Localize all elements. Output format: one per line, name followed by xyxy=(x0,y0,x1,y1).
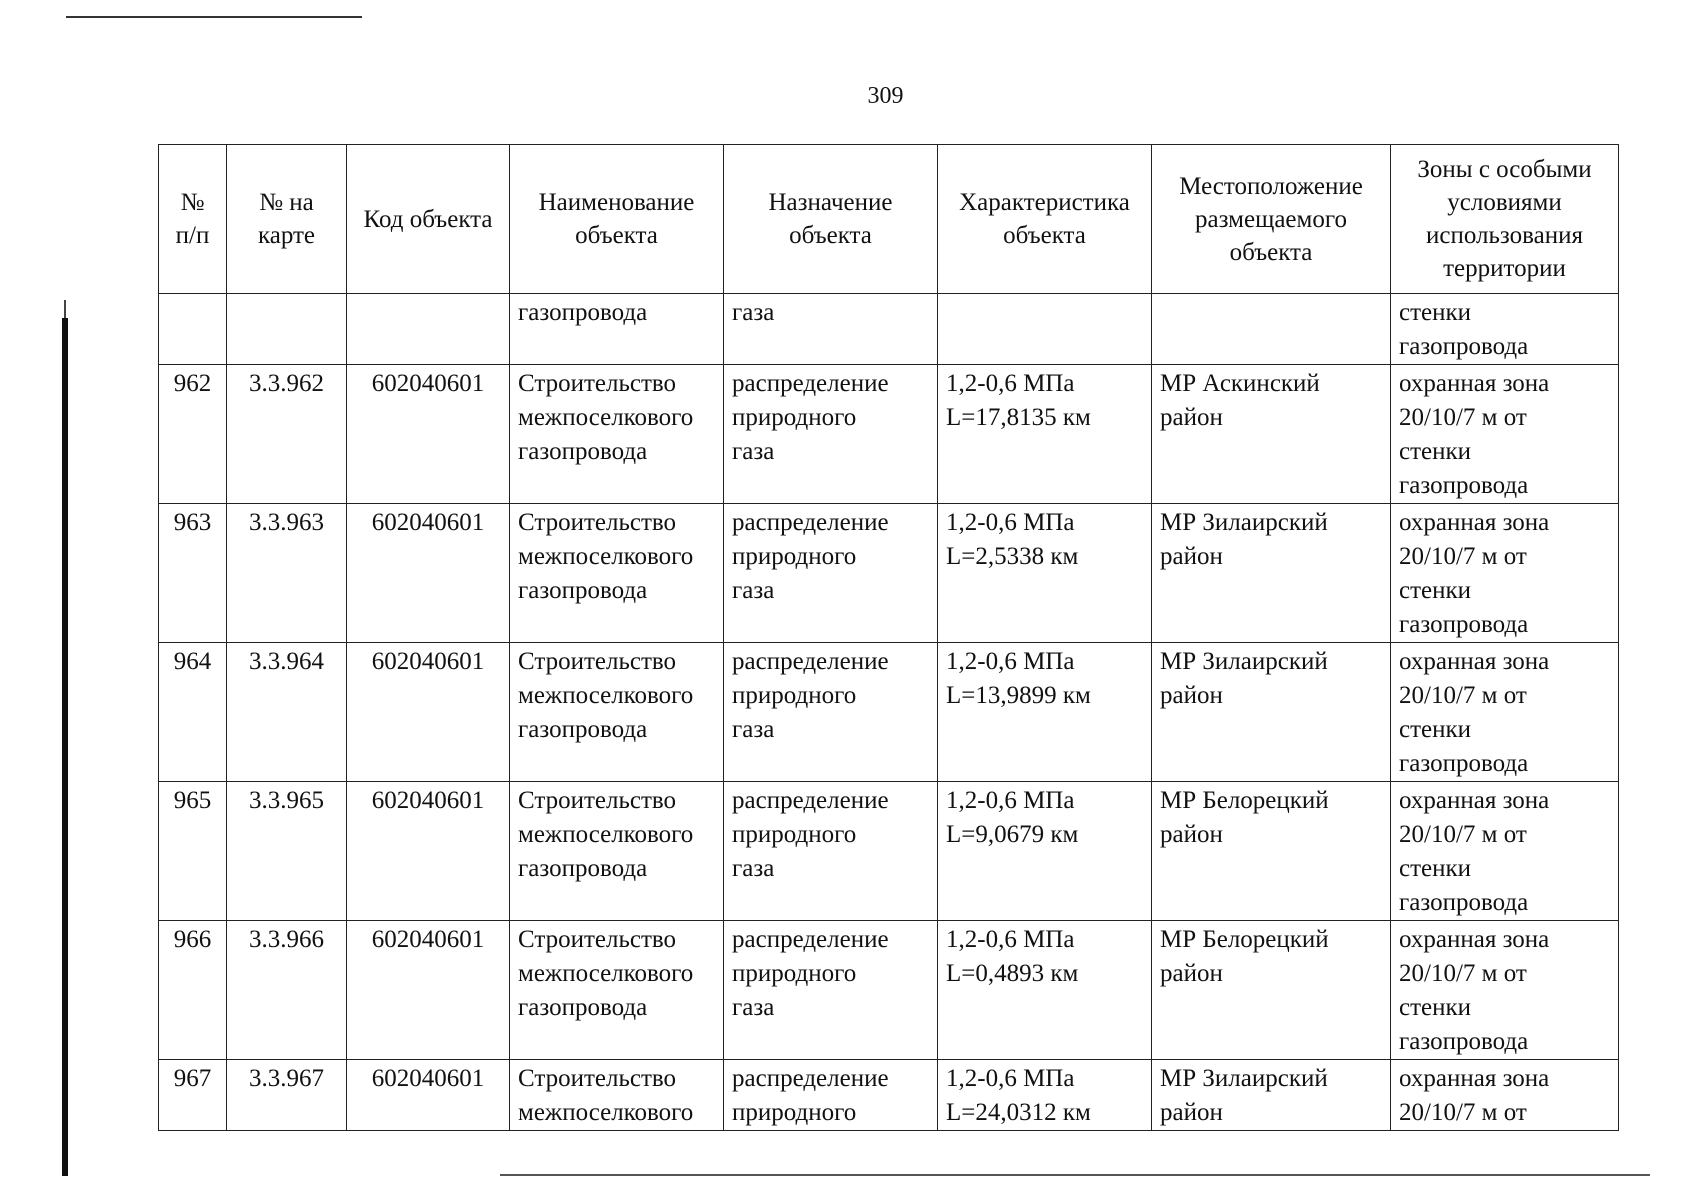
cell-purpose: распределение природного газа xyxy=(724,504,938,643)
table-header xyxy=(159,145,1619,294)
cell-zones: стенки газопровода xyxy=(1391,294,1619,365)
cell-map-num: 3.3.964 xyxy=(227,643,347,782)
bottom-rule xyxy=(500,1174,1650,1176)
cell-zones: охранная зона 20/10/7 м от стенки газопровода xyxy=(1391,921,1619,1060)
cell-purpose: распределение природного газа xyxy=(724,643,938,782)
cell-location: МР Аскинский район xyxy=(1152,365,1391,504)
cell-characteristic: 1,2-0,6 МПа L=0,4893 км xyxy=(938,921,1152,1060)
cell-name: газопровода xyxy=(510,294,724,365)
cell-map-num: 3.3.966 xyxy=(227,921,347,1060)
header-purpose: Назначение объекта xyxy=(724,145,938,294)
cell-code: 602040601 xyxy=(347,504,510,643)
cell-location: МР Белорецкий район xyxy=(1152,921,1391,1060)
cell-zones: охранная зона 20/10/7 м от стенки газопровода xyxy=(1391,782,1619,921)
table-row xyxy=(159,921,1619,1060)
cell-purpose: распределение природного xyxy=(724,1060,938,1131)
cell-name: Строительство межпоселкового xyxy=(510,1060,724,1131)
cell-map-num: 3.3.963 xyxy=(227,504,347,643)
cell-purpose: газа xyxy=(724,294,938,365)
cell-purpose: распределение природного газа xyxy=(724,782,938,921)
top-rule xyxy=(66,16,362,18)
header-map-num: № на карте xyxy=(227,145,347,294)
table-row-continuation xyxy=(159,294,1619,365)
cell-num: 966 xyxy=(159,921,227,1060)
cell-characteristic: 1,2-0,6 МПа L=2,5338 км xyxy=(938,504,1152,643)
cell-zones: охранная зона 20/10/7 м от стенки газопровода xyxy=(1391,504,1619,643)
cell-code: 602040601 xyxy=(347,921,510,1060)
cell-code: 602040601 xyxy=(347,1060,510,1131)
table-row xyxy=(159,782,1619,921)
cell-map-num: 3.3.967 xyxy=(227,1060,347,1131)
cell-name: Строительство межпоселкового газопровода xyxy=(510,921,724,1060)
cell-name: Строительство межпоселкового газопровода xyxy=(510,782,724,921)
cell-num xyxy=(159,294,227,365)
cell-num: 967 xyxy=(159,1060,227,1131)
cell-location: МР Зилаирский район xyxy=(1152,504,1391,643)
cell-characteristic: 1,2-0,6 МПа L=13,9899 км xyxy=(938,643,1152,782)
header-code: Код объекта xyxy=(347,145,510,294)
cell-num: 963 xyxy=(159,504,227,643)
header-name: Наименование объекта xyxy=(510,145,724,294)
cell-code: 602040601 xyxy=(347,643,510,782)
table-body xyxy=(159,294,1619,1131)
cell-code: 602040601 xyxy=(347,782,510,921)
cell-location xyxy=(1152,294,1391,365)
cell-map-num: 3.3.962 xyxy=(227,365,347,504)
header-location: Местоположение размещаемого объекта xyxy=(1152,145,1391,294)
table-row xyxy=(159,643,1619,782)
cell-zones: охранная зона 20/10/7 м от стенки газопровода xyxy=(1391,365,1619,504)
header-num: № п/п xyxy=(159,145,227,294)
cell-num: 962 xyxy=(159,365,227,504)
cell-name: Строительство межпоселкового газопровода xyxy=(510,643,724,782)
table-row xyxy=(159,1060,1619,1131)
cell-name: Строительство межпоселкового газопровода xyxy=(510,365,724,504)
header-characteristic: Характеристика объекта xyxy=(938,145,1152,294)
cell-map-num xyxy=(227,294,347,365)
header-zones: Зоны с особыми условиями использования территории xyxy=(1391,145,1619,294)
cell-zones: охранная зона 20/10/7 м от xyxy=(1391,1060,1619,1131)
table-row xyxy=(159,504,1619,643)
left-margin-mark xyxy=(64,300,66,320)
cell-characteristic: 1,2-0,6 МПа L=17,8135 км xyxy=(938,365,1152,504)
cell-location: МР Белорецкий район xyxy=(1152,782,1391,921)
cell-characteristic: 1,2-0,6 МПа L=24,0312 км xyxy=(938,1060,1152,1131)
page-number: 309 xyxy=(867,83,904,109)
cell-code: 602040601 xyxy=(347,365,510,504)
cell-purpose: распределение природного газа xyxy=(724,365,938,504)
cell-map-num: 3.3.965 xyxy=(227,782,347,921)
cell-zones: охранная зона 20/10/7 м от стенки газопровода xyxy=(1391,643,1619,782)
cell-purpose: распределение природного газа xyxy=(724,921,938,1060)
cell-characteristic xyxy=(938,294,1152,365)
cell-code xyxy=(347,294,510,365)
cell-location: МР Зилаирский район xyxy=(1152,643,1391,782)
objects-table xyxy=(158,144,1619,1131)
cell-characteristic: 1,2-0,6 МПа L=9,0679 км xyxy=(938,782,1152,921)
left-binding-bar xyxy=(62,318,68,1176)
cell-num: 964 xyxy=(159,643,227,782)
cell-num: 965 xyxy=(159,782,227,921)
cell-name: Строительство межпоселкового газопровода xyxy=(510,504,724,643)
table-row xyxy=(159,365,1619,504)
header-row xyxy=(159,145,1619,294)
cell-location: МР Зилаирский район xyxy=(1152,1060,1391,1131)
